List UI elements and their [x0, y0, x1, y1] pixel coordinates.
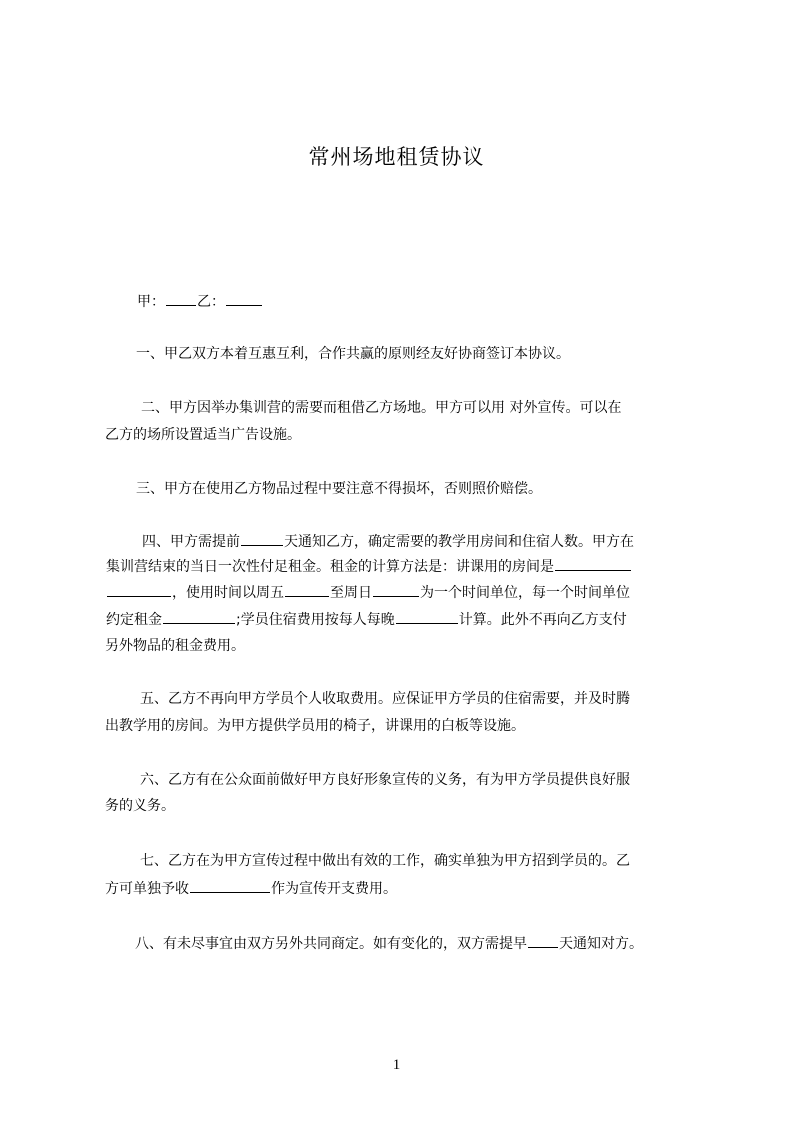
- party-yi-blank: [226, 291, 262, 306]
- clause-4-text-1a: 四、甲方需提前: [142, 534, 240, 550]
- clause-5-line-2: 出教学用的房间。为甲方提供学员用的椅子，讲课用的白板等设施。: [105, 718, 525, 734]
- party-yi-label: 乙：: [197, 294, 225, 310]
- clause-4-text-3c: 为一个时间单位，每一个时间单位: [420, 585, 630, 601]
- clause-6-line-2: 务的义务。: [105, 798, 175, 814]
- lodging-fee-blank: [396, 609, 458, 624]
- clause-7-text-2a: 方可单独予收: [105, 881, 189, 897]
- clause-4-line-2: [106, 556, 632, 577]
- rent-amount-blank: [163, 609, 235, 624]
- clause-4-line-1: [142, 531, 634, 552]
- party-jia-label: 甲：: [137, 294, 165, 310]
- clause-6-line-1: 六、乙方有在公众面前做好甲方良好形象宣传的义务，有为甲方学员提供良好服: [140, 772, 630, 788]
- clause-5-line-1: 五、乙方不再向甲方学员个人收取费用。应保证甲方学员的住宿需要，并及时腾: [140, 691, 630, 707]
- clause-4-line-3: [106, 582, 630, 603]
- clause-4-text-4b: ;学员住宿费用按每人每晚: [236, 612, 395, 628]
- room-blank-part-2: [107, 582, 171, 597]
- clause-4-text-3a: ，使用时间以周五: [172, 585, 284, 601]
- clause-2-line-2: 乙方的场所设置适当广告设施。: [105, 427, 301, 443]
- clause-4-text-2a: 集训营结束的当日一次性付足租金。租金的计算方法是：讲课用的房间是: [106, 559, 554, 575]
- clause-3: 三、甲方在使用乙方物品过程中要注意不得损坏，否则照价赔偿。: [136, 481, 542, 497]
- clause-8: [135, 933, 643, 954]
- clause-7-line-1: 七、乙方在为甲方宣传过程中做出有效的工作，确实单独为甲方招到学员的。乙: [140, 853, 630, 869]
- clause-4-text-1b: 天通知乙方，确定需要的教学用房间和住宿人数。甲方在: [284, 534, 634, 550]
- clause-4-line-4: [106, 609, 627, 630]
- clause-7-text-2b: 作为宣传开支费用。: [271, 881, 397, 897]
- clause-7-line-2: [105, 878, 397, 899]
- publicity-fee-blank: [190, 878, 270, 893]
- friday-time-blank: [285, 582, 329, 597]
- room-blank-part-1: [555, 556, 631, 571]
- clause-4-text-3b: 至周日: [330, 585, 372, 601]
- clause-8-text-a: 八、有未尽事宜由双方另外共同商定。如有变化的，双方需提早: [135, 936, 527, 952]
- clause-2-line-1: 二、甲方因举办集训营的需要而租借乙方场地。甲方可以用 对外宣传。可以在: [141, 400, 622, 416]
- change-notice-days-blank: [528, 933, 558, 948]
- document-title: 常州场地租赁协议: [308, 145, 485, 169]
- clause-4-text-4c: 计算。此外不再向乙方支付: [458, 612, 627, 628]
- clause-8-text-b: 天通知对方。: [559, 936, 643, 952]
- notice-days-blank: [241, 531, 283, 546]
- clause-1: 一、甲乙双方本着互惠互利，合作共赢的原则经友好协商签订本协议。: [136, 346, 570, 362]
- party-jia-blank: [166, 291, 196, 306]
- clause-4-line-5: 另外物品的租金费用。: [105, 638, 245, 654]
- page-number: 1: [392, 1057, 401, 1073]
- parties-line: [137, 291, 263, 312]
- clause-4-text-4a: 约定租金: [106, 612, 162, 628]
- sunday-time-blank: [373, 582, 419, 597]
